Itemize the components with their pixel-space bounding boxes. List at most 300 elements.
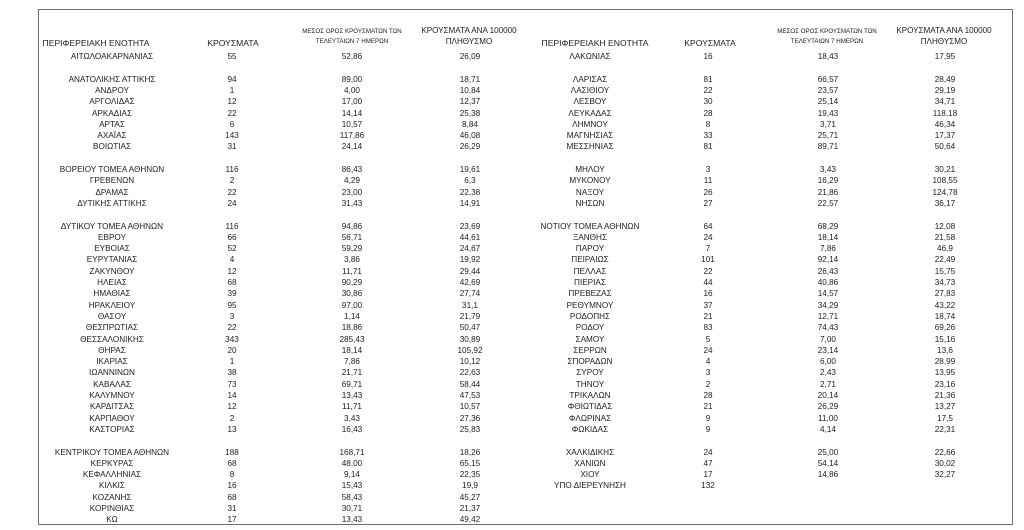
- region-name: ΛΕΣΒΟΥ: [573, 97, 607, 107]
- case-count: 24: [227, 198, 237, 208]
- seven-day-average: 3,86: [344, 255, 360, 265]
- seven-day-average: 58,43: [341, 492, 363, 502]
- table-row: [0, 334, 1024, 345]
- cases-per-100k: 27,83: [934, 289, 956, 299]
- case-count: 20: [227, 345, 237, 355]
- case-count: 24: [703, 447, 713, 457]
- case-count: 132: [701, 481, 715, 491]
- seven-day-average: 4,14: [820, 424, 836, 434]
- seven-day-average: 18,43: [817, 52, 839, 61]
- region-name: ΔΥΤΙΚΗΣ ΑΤΤΙΚΗΣ: [77, 198, 147, 208]
- cases-per-100k: 21,79: [459, 311, 481, 321]
- cases-per-100k: 25,83: [459, 424, 481, 434]
- seven-day-average: 22,57: [817, 198, 839, 208]
- cases-per-100k: 46,9: [937, 244, 953, 254]
- table-row: [0, 51, 1024, 62]
- seven-day-average: 14,57: [817, 289, 839, 299]
- case-count: 17: [227, 515, 237, 525]
- case-count: 2: [705, 379, 711, 389]
- table-row: [0, 277, 1024, 288]
- case-count: 12: [227, 266, 237, 276]
- cases-per-100k: 17,95: [934, 52, 956, 61]
- seven-day-average: 4,00: [344, 85, 360, 95]
- region-name: ΛΗΜΝΟΥ: [572, 119, 608, 129]
- table-row: [0, 311, 1024, 322]
- seven-day-average: 11,00: [818, 413, 838, 423]
- region-name: ΚΙΛΚΙΣ: [98, 481, 125, 491]
- case-count: 1: [229, 85, 235, 95]
- case-count: 116: [225, 221, 239, 231]
- region-name: ΚΟΡΙΝΘΙΑΣ: [89, 504, 135, 513]
- seven-day-average: 23,57: [817, 85, 839, 95]
- region-name: ΠΙΕΡΙΑΣ: [574, 278, 606, 287]
- case-count: 16: [703, 52, 713, 61]
- cases-per-100k: 27,36: [459, 413, 481, 423]
- region-name: ΡΕΘΥΜΝΟΥ: [566, 300, 614, 310]
- cases-per-100k: 22,35: [459, 470, 481, 480]
- seven-day-average: 18,14: [341, 345, 363, 355]
- case-count: 64: [703, 221, 713, 231]
- table-row: [0, 108, 1024, 119]
- seven-day-average: 14,86: [817, 470, 839, 480]
- table-row: [0, 164, 1024, 175]
- region-name: ΒΟΙΩΤΙΑΣ: [92, 142, 132, 152]
- cases-per-100k: 10,84: [459, 85, 481, 95]
- case-count: 27: [703, 198, 713, 208]
- cases-per-100k: 118,18: [932, 108, 958, 118]
- cases-per-100k: 18,71: [459, 74, 481, 84]
- case-count: 52: [227, 244, 237, 254]
- case-count: 11: [703, 176, 713, 186]
- header-cases-per-100k: ΠΛΗΘΥΣΜΟ: [445, 37, 493, 46]
- cases-per-100k: 45,27: [459, 492, 481, 502]
- case-count: 9: [705, 413, 711, 423]
- case-count: 8: [229, 470, 235, 480]
- seven-day-average: 4,29: [344, 176, 360, 186]
- region-name: ΚΩ: [106, 515, 118, 525]
- region-name: ΜΕΣΣΗΝΙΑΣ: [566, 142, 614, 152]
- case-count: 3: [705, 368, 711, 378]
- case-count: 81: [703, 142, 713, 152]
- cases-per-100k: 28,49: [934, 74, 956, 84]
- seven-day-average: 21,86: [817, 187, 839, 197]
- case-count: 21: [703, 311, 713, 321]
- region-name: ΕΒΡΟΥ: [98, 232, 126, 242]
- seven-day-average: 2,43: [820, 368, 836, 378]
- seven-day-average: 18,86: [341, 323, 363, 333]
- table-row: [0, 300, 1024, 311]
- seven-day-average: 34,29: [817, 300, 839, 310]
- case-count: 343: [225, 334, 239, 344]
- case-count: 8: [705, 119, 711, 129]
- region-name: ΣΥΡΟΥ: [576, 368, 604, 378]
- case-count: 21: [703, 402, 713, 412]
- cases-per-100k: 23,69: [459, 221, 481, 231]
- case-count: 68: [227, 458, 237, 468]
- region-name: ΥΠΟ ΔΙΕΡΕΥΝΗΣΗ: [554, 481, 626, 491]
- cases-per-100k: 12,37: [459, 97, 481, 107]
- seven-day-average: 7,86: [820, 244, 836, 254]
- table-row: [0, 96, 1024, 107]
- case-count: 66: [227, 232, 237, 242]
- cases-per-100k: 12,08: [934, 221, 956, 231]
- cases-per-100k: 17,5: [937, 413, 953, 423]
- region-name: ΛΕΥΚΑΔΑΣ: [568, 108, 612, 118]
- region-name: ΠΕΛΛΑΣ: [573, 266, 607, 276]
- cases-per-100k: 17,37: [934, 131, 956, 141]
- region-name: ΑΝΔΡΟΥ: [95, 85, 129, 95]
- case-count: 31: [227, 504, 237, 513]
- region-name: ΒΟΡΕΙΟΥ ΤΟΜΕΑ ΑΘΗΝΩΝ: [59, 165, 165, 174]
- header-seven-day-average: ΤΕΛΕΥΤΑΙΩΝ 7 ΗΜΕΡΩΝ: [790, 38, 864, 45]
- cases-per-100k: 13,27: [934, 402, 956, 412]
- region-name: ΘΑΣΟΥ: [97, 311, 127, 321]
- seven-day-average: 90,29: [341, 278, 363, 287]
- table-row: [0, 232, 1024, 243]
- region-name: ΑΡΓΟΛΙΔΑΣ: [89, 97, 135, 107]
- case-count: 12: [227, 97, 237, 107]
- seven-day-average: 18,14: [817, 232, 839, 242]
- table-row: [0, 198, 1024, 209]
- region-name: ΝΑΞΟΥ: [575, 187, 605, 197]
- case-count: 68: [227, 492, 237, 502]
- table-row: [0, 480, 1024, 491]
- region-name: ΧΑΛΚΙΔΙΚΗΣ: [565, 447, 615, 457]
- cases-per-100k: 43,22: [934, 300, 956, 310]
- region-name: ΑΡΚΑΔΙΑΣ: [91, 108, 133, 118]
- region-name: ΓΡΕΒΕΝΩΝ: [89, 176, 135, 186]
- cases-per-100k: 22,66: [934, 447, 956, 457]
- seven-day-average: 52,86: [341, 52, 363, 61]
- case-count: 5: [705, 334, 711, 344]
- case-count: 7: [705, 244, 711, 254]
- region-name: ΣΑΜΟΥ: [575, 334, 605, 344]
- table-row: [0, 424, 1024, 435]
- cases-per-100k: 124,78: [932, 187, 958, 197]
- seven-day-average: 14,14: [341, 108, 363, 118]
- cases-per-100k: 28,99: [934, 357, 956, 367]
- case-count: 83: [703, 323, 713, 333]
- case-count: 1: [229, 357, 235, 367]
- seven-day-average: 66,57: [817, 74, 839, 84]
- table-row: [0, 401, 1024, 412]
- case-count: 13: [227, 424, 237, 434]
- seven-day-average: 20,14: [817, 391, 839, 400]
- table-row: [0, 243, 1024, 254]
- seven-day-average: 10,57: [341, 119, 363, 129]
- region-name: ΠΕΙΡΑΙΩΣ: [571, 255, 609, 265]
- case-count: 28: [703, 108, 713, 118]
- region-name: ΑΡΤΑΣ: [99, 119, 125, 129]
- seven-day-average: 15,43: [341, 481, 363, 491]
- cases-per-100k: 26,09: [459, 52, 481, 61]
- region-name: ΕΥΡΥΤΑΝΙΑΣ: [86, 255, 138, 265]
- case-count: 33: [703, 131, 713, 141]
- seven-day-average: 13,43: [341, 515, 363, 525]
- seven-day-average: 13,43: [341, 391, 363, 400]
- cases-per-100k: 36,17: [934, 198, 956, 208]
- region-name: ΑΝΑΤΟΛΙΚΗΣ ΑΤΤΙΚΗΣ: [68, 74, 156, 84]
- seven-day-average: 24,14: [341, 142, 363, 152]
- table-row: [0, 356, 1024, 367]
- region-name: ΣΕΡΡΩΝ: [573, 345, 607, 355]
- region-name: ΧΑΝΙΩΝ: [574, 458, 606, 468]
- cases-per-100k: 18,74: [934, 311, 956, 321]
- seven-day-average: 3,43: [344, 413, 360, 423]
- cases-per-100k: 34,73: [934, 278, 956, 287]
- cases-per-100k: 46,08: [459, 131, 481, 141]
- table-row: [0, 119, 1024, 130]
- seven-day-average: 69,71: [341, 379, 363, 389]
- region-name: ΚΑΡΠΑΘΟΥ: [89, 413, 135, 423]
- table-row: [0, 266, 1024, 277]
- case-count: 30: [703, 97, 713, 107]
- case-count: 94: [227, 74, 237, 84]
- cases-per-100k: 29,44: [459, 266, 481, 276]
- cases-per-100k: 6,3: [464, 176, 476, 186]
- header-seven-day-average: ΤΕΛΕΥΤΑΙΩΝ 7 ΗΜΕΡΩΝ: [315, 38, 389, 45]
- case-count: 2: [229, 176, 235, 186]
- cases-per-100k: 108,55: [932, 176, 958, 186]
- cases-per-100k: 30,89: [459, 334, 481, 344]
- header-cases: ΚΡΟΥΣΜΑΤΑ: [684, 38, 736, 48]
- region-name: ΦΘΙΩΤΙΔΑΣ: [567, 402, 613, 412]
- region-name: ΙΚΑΡΙΑΣ: [96, 357, 128, 367]
- cases-per-100k: 13,6: [937, 345, 953, 355]
- case-count: 3: [705, 165, 711, 174]
- region-name: ΚΕΦΑΛΛΗΝΙΑΣ: [82, 470, 142, 480]
- region-name: ΛΑΣΙΘΙΟΥ: [570, 85, 610, 95]
- seven-day-average: 89,00: [341, 74, 363, 84]
- table-row: [0, 367, 1024, 378]
- cases-per-100k: 29,19: [934, 85, 956, 95]
- seven-day-average: 7,00: [820, 334, 836, 344]
- region-name: ΜΥΚΟΝΟΥ: [569, 176, 611, 186]
- case-count: 2: [229, 413, 235, 423]
- case-count: 12: [227, 402, 237, 412]
- case-count: 44: [703, 278, 713, 287]
- cases-per-100k: 22,31: [934, 424, 956, 434]
- cases-per-100k: 26,29: [459, 142, 481, 152]
- cases-per-100k: 30,02: [934, 458, 956, 468]
- case-count: 9: [705, 424, 711, 434]
- region-name: ΤΗΝΟΥ: [575, 379, 605, 389]
- table-row: [0, 221, 1024, 232]
- region-name: ΠΑΡΟΥ: [575, 244, 605, 254]
- seven-day-average: 3,71: [820, 119, 836, 129]
- case-count: 26: [703, 187, 713, 197]
- header-cases-per-100k: ΠΛΗΘΥΣΜΟ: [920, 37, 968, 46]
- cases-per-100k: 21,36: [934, 391, 956, 400]
- header-seven-day-average: ΜΕΣΟΣ ΟΡΟΣ ΚΡΟΥΣΜΑΤΩΝ ΤΩΝ: [302, 28, 402, 35]
- seven-day-average: 117,86: [339, 131, 365, 141]
- seven-day-average: 31,43: [341, 198, 363, 208]
- cases-per-100k: 50,47: [459, 323, 481, 333]
- seven-day-average: 16,29: [817, 176, 839, 186]
- region-name: ΚΕΝΤΡΙΚΟΥ ΤΟΜΕΑ ΑΘΗΝΩΝ: [54, 447, 170, 457]
- table-row: [0, 345, 1024, 356]
- case-count: 6: [229, 119, 235, 129]
- region-name: ΡΟΔΟΠΗΣ: [569, 311, 611, 321]
- seven-day-average: 94,86: [341, 221, 363, 231]
- region-name: ΚΟΖΑΝΗΣ: [92, 492, 132, 502]
- cases-per-100k: 10,57: [459, 402, 481, 412]
- cases-per-100k: 27,74: [459, 289, 481, 299]
- table-row: [0, 130, 1024, 141]
- seven-day-average: 92,14: [817, 255, 839, 265]
- case-count: 73: [227, 379, 237, 389]
- table-row: [0, 74, 1024, 85]
- case-count: 14: [227, 391, 237, 400]
- case-count: 101: [701, 255, 715, 265]
- table-row: [0, 390, 1024, 401]
- case-count: 81: [703, 74, 713, 84]
- seven-day-average: 16,43: [341, 424, 363, 434]
- seven-day-average: 17,00: [341, 97, 363, 107]
- region-name: ΞΑΝΘΗΣ: [572, 232, 608, 242]
- seven-day-average: 6,00: [820, 357, 836, 367]
- seven-day-average: 7,86: [344, 357, 360, 367]
- cases-per-100k: 24,67: [459, 244, 481, 254]
- region-name: ΛΑΚΩΝΙΑΣ: [569, 52, 611, 61]
- table-row: [0, 187, 1024, 198]
- region-name: ΚΑΣΤΟΡΙΑΣ: [89, 424, 135, 434]
- region-name: ΝΗΣΩΝ: [575, 198, 605, 208]
- region-name: ΛΑΡΙΣΑΣ: [572, 74, 608, 84]
- case-count: 22: [703, 85, 713, 95]
- case-count: 55: [227, 52, 237, 61]
- cases-per-100k: 15,16: [934, 334, 956, 344]
- case-count: 31: [227, 142, 237, 152]
- cases-per-100k: 25,38: [459, 108, 481, 118]
- case-count: 22: [227, 187, 237, 197]
- region-name: ΚΑΒΑΛΑΣ: [93, 379, 131, 389]
- seven-day-average: 97,00: [341, 300, 363, 310]
- seven-day-average: 74,43: [817, 323, 839, 333]
- table-row: [0, 288, 1024, 299]
- case-count: 95: [227, 300, 237, 310]
- region-name: ΦΛΩΡΙΝΑΣ: [568, 413, 612, 423]
- region-name: ΠΡΕΒΕΖΑΣ: [568, 289, 612, 299]
- cases-per-100k: 50,64: [934, 142, 956, 152]
- case-count: 24: [703, 232, 713, 242]
- cases-per-100k: 22,38: [459, 187, 481, 197]
- seven-day-average: 25,00: [817, 447, 839, 457]
- table-row: [0, 322, 1024, 333]
- seven-day-average: 19,43: [817, 108, 839, 118]
- region-name: ΚΕΡΚΥΡΑΣ: [90, 458, 134, 468]
- case-count: 47: [703, 458, 713, 468]
- seven-day-average: 285,43: [339, 334, 365, 344]
- region-name: ΕΥΒΟΙΑΣ: [94, 244, 130, 254]
- seven-day-average: 2,71: [820, 379, 836, 389]
- header-cases-per-100k: ΚΡΟΥΣΜΑΤΑ ΑΝΑ 100000: [421, 26, 517, 35]
- cases-per-100k: 23,16: [934, 379, 956, 389]
- cases-per-100k: 19,61: [459, 165, 481, 174]
- region-name: ΜΗΛΟΥ: [575, 165, 605, 174]
- seven-day-average: 11,71: [342, 402, 362, 412]
- header-cases: ΚΡΟΥΣΜΑΤΑ: [207, 38, 259, 48]
- header-region: ΠΕΡΙΦΕΡΕΙΑΚΗ ΕΝΟΤΗΤΑ: [541, 38, 649, 48]
- cases-per-100k: 18,26: [459, 447, 481, 457]
- region-name: ΙΩΑΝΝΙΝΩΝ: [89, 368, 135, 378]
- region-name: ΗΜΑΘΙΑΣ: [93, 289, 131, 299]
- cases-per-100k: 49,42: [459, 515, 481, 525]
- seven-day-average: 68,29: [817, 221, 839, 231]
- cases-per-100k: 19,92: [459, 255, 481, 265]
- cases-per-100k: 46,34: [934, 119, 956, 129]
- cases-per-100k: 8,84: [462, 119, 478, 129]
- cases-per-100k: 19,9: [462, 481, 478, 491]
- region-name: ΚΑΛΥΜΝΟΥ: [89, 391, 135, 400]
- case-count: 4: [705, 357, 711, 367]
- seven-day-average: 25,14: [817, 97, 839, 107]
- header-region: ΠΕΡΙΦΕΡΕΙΑΚΗ ΕΝΟΤΗΤΑ: [42, 38, 150, 48]
- seven-day-average: 48,00: [341, 458, 363, 468]
- seven-day-average: 21,71: [341, 368, 363, 378]
- case-count: 37: [703, 300, 713, 310]
- case-count: 16: [227, 481, 237, 491]
- seven-day-average: 26,29: [817, 402, 839, 412]
- table-row: [0, 175, 1024, 186]
- seven-day-average: 54,14: [817, 458, 839, 468]
- seven-day-average: 30,86: [341, 289, 363, 299]
- table-row: [0, 85, 1024, 96]
- cases-per-100k: 47,53: [459, 391, 481, 400]
- seven-day-average: 23,14: [817, 345, 839, 355]
- seven-day-average: 3,43: [820, 165, 836, 174]
- cases-per-100k: 22,49: [934, 255, 956, 265]
- region-name: ΔΡΑΜΑΣ: [95, 187, 129, 197]
- case-count: 3: [229, 311, 235, 321]
- table-row: [0, 447, 1024, 458]
- cases-per-100k: 34,71: [934, 97, 956, 107]
- case-count: 22: [703, 266, 713, 276]
- region-name: ΔΥΤΙΚΟΥ ΤΟΜΕΑ ΑΘΗΝΩΝ: [60, 221, 164, 231]
- region-name: ΡΟΔΟΥ: [575, 323, 605, 333]
- case-count: 22: [227, 323, 237, 333]
- seven-day-average: 12,71: [817, 311, 839, 321]
- seven-day-average: 26,43: [817, 266, 839, 276]
- seven-day-average: 30,71: [341, 504, 363, 513]
- region-name: ΧΙΟΥ: [580, 470, 600, 480]
- seven-day-average: 89,71: [817, 142, 839, 152]
- case-count: 24: [703, 345, 713, 355]
- region-name: ΤΡΙΚΑΛΩΝ: [569, 391, 611, 400]
- region-name: ΖΑΚΥΝΘΟΥ: [89, 266, 135, 276]
- case-count: 68: [227, 278, 237, 287]
- case-count: 143: [225, 131, 239, 141]
- case-count: 38: [227, 368, 237, 378]
- case-count: 17: [703, 470, 713, 480]
- cases-per-100k: 32,27: [934, 470, 956, 480]
- case-count: 16: [703, 289, 713, 299]
- region-name: ΦΩΚΙΔΑΣ: [571, 424, 609, 434]
- region-name: ΚΑΡΔΙΤΣΑΣ: [89, 402, 135, 412]
- case-count: 28: [703, 391, 713, 400]
- cases-per-100k: 30,21: [934, 165, 956, 174]
- seven-day-average: 168,71: [339, 447, 365, 457]
- cases-per-100k: 31,1: [462, 300, 478, 310]
- cases-per-100k: 105,92: [457, 345, 483, 355]
- region-name: ΘΕΣΣΑΛΟΝΙΚΗΣ: [80, 334, 144, 344]
- case-count: 22: [227, 108, 237, 118]
- cases-per-100k: 13,95: [934, 368, 956, 378]
- seven-day-average: 9,14: [344, 470, 360, 480]
- region-name: ΜΑΓΝΗΣΙΑΣ: [566, 131, 614, 141]
- cases-per-100k: 14,91: [459, 198, 481, 208]
- case-count: 39: [227, 289, 237, 299]
